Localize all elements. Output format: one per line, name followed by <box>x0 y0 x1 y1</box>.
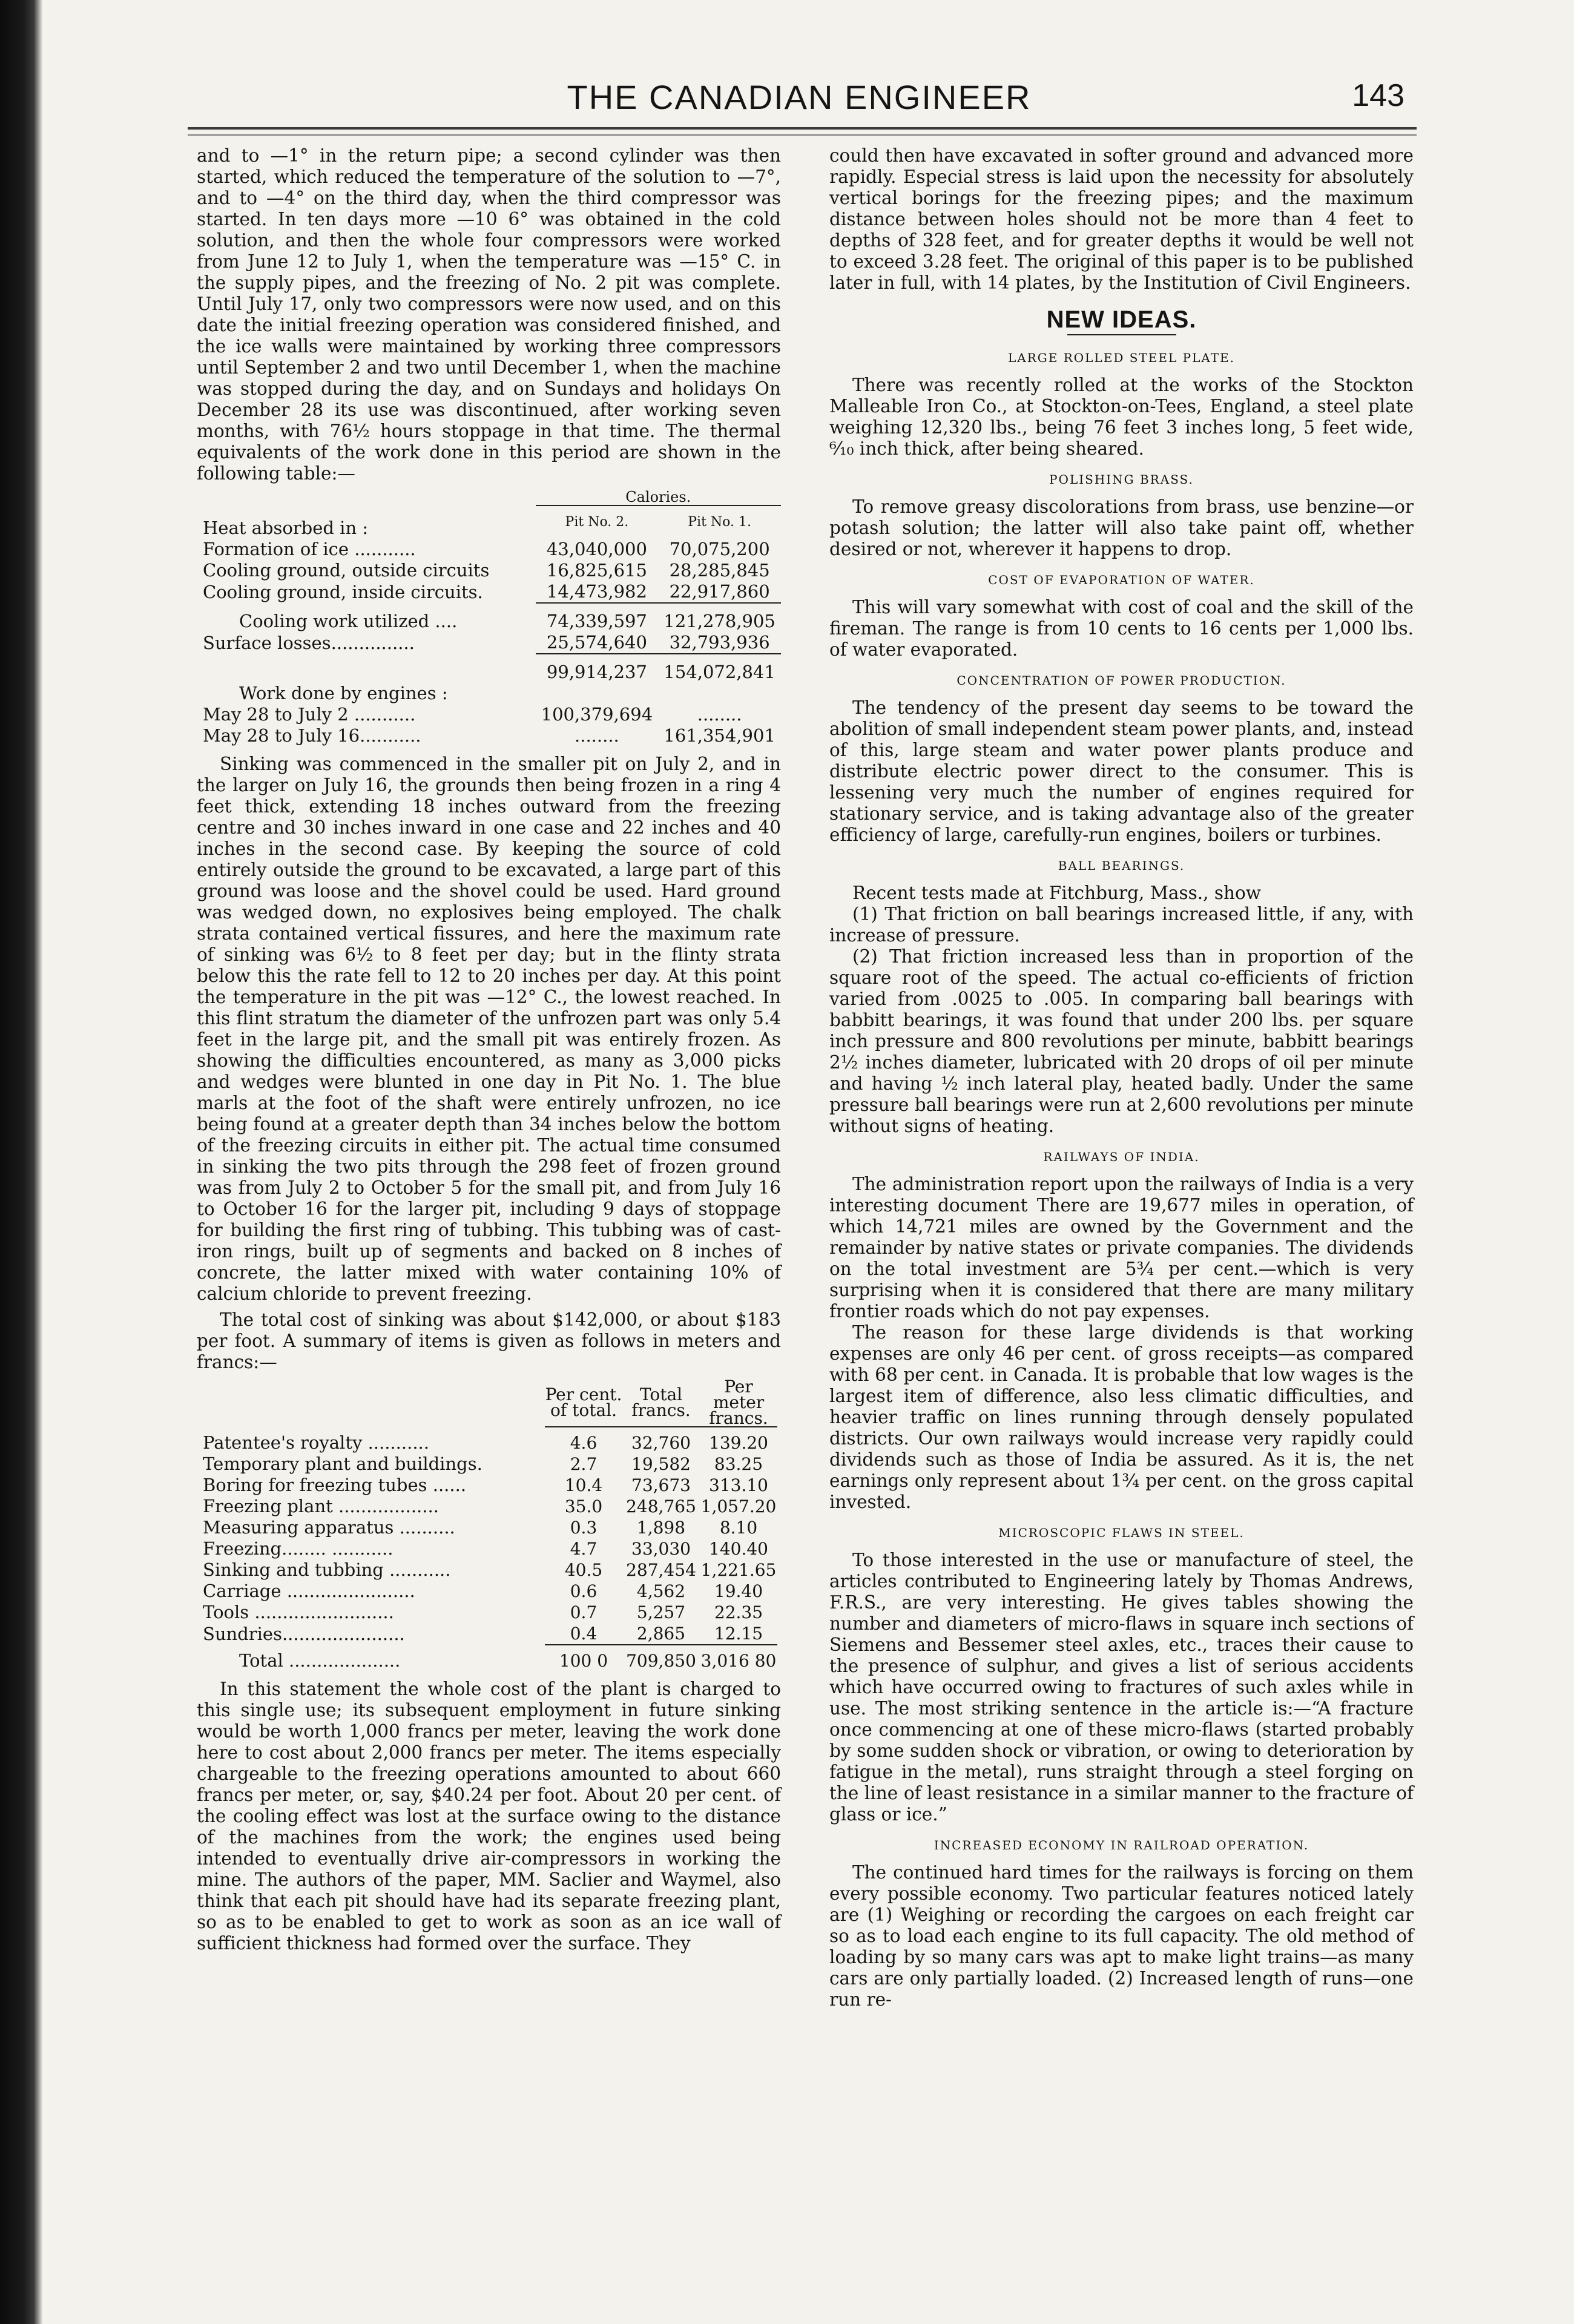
table-cell: 100,379,694 <box>541 704 653 725</box>
table-cell: 0.3 <box>570 1518 598 1538</box>
paragraph: (2) That friction increased less than in proportion of the square root of the speed. The actual co-efficients of friction varied from .0025 to .005. In comparing ball bearings with babbitt bearings, it was found that under 200 lbs. per square inch pressure and 800 revolutions per minute, babbitt bearings 2½ inches diameter, lubricated with 20 drops of oil per minute and having ½ inch lateral play, heated badly. Under the same pressure ball bearings were run at 2,600 revolutions per minute without signs of heating. <box>829 946 1414 1136</box>
table-cell: 4.7 <box>570 1539 598 1559</box>
paragraph: The continued hard times for the railways is forcing on them every possible economy. Two particular features noticed lately are (1) Weighing or recording the cargoes on each freight car so as to load each engine to its full capacity. The old method of loading by so many cars was apt to make light trains—as many cars are only partially loaded. (2) Increased length of runs—one run re- <box>829 1862 1414 2010</box>
paragraph: This will vary somewhat with cost of coal and the skill of the fireman. The range is from 10 cents to 16 cents per 1,000 lbs. of water evaporated. <box>829 597 1414 660</box>
table-cell: May 28 to July 2 ........... <box>203 704 416 725</box>
table-cell: ........ <box>697 704 742 725</box>
table-cell: Cooling ground, outside circuits <box>203 560 490 581</box>
subheading: RAILWAYS OF INDIA. <box>1043 1150 1200 1164</box>
page-number: 143 <box>1352 78 1404 113</box>
table-cell: Carriage ....................... <box>203 1581 415 1601</box>
paragraph: To remove greasy discolorations from brass, use benzine—or potash solution; the latter will also take paint off, whether desired or not, wherever it happens to drop. <box>829 496 1414 559</box>
paragraph: In this statement the whole cost of the plant is charged to this single use; its subsequent employment in future sinking would be worth 1,000 francs per meter, leaving the work done here to cost about 2,000 francs per meter. The items especially chargeable to the freezing operations amounted to about 660 francs per meter, or, say, $40.24 per foot. About 20 per cent. of the cooling effect was lost at the surface owing to the distance of the machines from the work; the engines used being intended to eventually drive air-compressors in working the mine. The authors of the paper, MM. Saclier and Waymel, also think that each pit should have had its separate freezing plant, so as to be enabled to get to work as soon as an ice wall of sufficient thickness had formed over the surface. They <box>197 1679 781 1954</box>
subheading: COST OF EVAPORATION OF WATER. <box>988 573 1255 587</box>
paragraph: The reason for these large dividends is that working expenses are only 46 per cent. of gross receipts—as compared with 68 per cent. in Canada. It is probable that low wages is the largest item of difference, also less climatic difficulties, and heavier traffic on lines running through densely populated districts. Our own railways would increase very rapidly could dividends such as those of India be assured. As it is, the net earnings only represent about 1¾ per cent. on the gross capital invested. <box>829 1322 1414 1512</box>
paragraph: could then have excavated in softer ground and advanced more rapidly. Especial stress is laid upon the necessity for absolutely vertical borings for the freezing pipes; and the maximum distance between holes should not be more than 4 feet to depths of 328 feet, and for greater depths it would be well not to exceed 3.28 feet. The original of this paper is to be published later in full, with 14 plates, by the Institution of Civil Engineers. <box>829 145 1414 293</box>
paragraph: The administration report upon the railways of India is a very interesting document There are 19,677 miles in operation, of which 14,721 miles are owned by the Government and the remainder by native states or private companies. The dividends on the total investment are 5¾ per cent.—which is very surprising when it is considered that there are many military frontier roads which do not pay expenses. <box>829 1174 1414 1322</box>
table-cell: 139.20 <box>700 1427 777 1453</box>
column-header: Per meter francs. <box>709 1377 768 1428</box>
table-cell: 22.35 <box>714 1602 763 1622</box>
cost-table <box>203 1379 777 1671</box>
table-cell: Temporary plant and buildings. <box>203 1453 482 1474</box>
table-cell: ........ <box>575 725 619 746</box>
table-cell: 19.40 <box>714 1581 763 1601</box>
table-cell: 73,673 <box>631 1475 691 1495</box>
subheading: LARGE ROLLED STEEL PLATE. <box>1008 351 1235 365</box>
table-cell: Surface losses............... <box>203 632 415 653</box>
table-cell: 1,898 <box>636 1518 686 1538</box>
section-heading: NEW IDEAS. <box>1046 306 1197 333</box>
table-cell: 1,057.20 <box>700 1496 777 1516</box>
table-cell: 161,354,901 <box>664 725 775 746</box>
table-cell: 2.7 <box>570 1454 598 1474</box>
table-cell: 287,454 <box>626 1560 696 1580</box>
table-cell: 12.15 <box>714 1624 763 1644</box>
table-cell: May 28 to July 16........... <box>203 725 421 746</box>
table-cell: Cooling ground, inside circuits. <box>203 581 483 602</box>
table-cell: 4,562 <box>636 1581 686 1601</box>
heading-rule <box>1067 334 1176 335</box>
table-cell: 5,257 <box>636 1602 686 1622</box>
table-cell: 313.10 <box>709 1475 768 1495</box>
page-header <box>194 77 1404 126</box>
table-cell: Measuring apparatus .......... <box>203 1517 455 1538</box>
table-cell: Boring for freezing tubes ...... <box>203 1475 467 1495</box>
table-cell: Patentee's royalty ........... <box>203 1432 429 1453</box>
paragraph: The tendency of the present day seems to be toward the abolition of small independent steam power plants, and, instead of this, large steam and water power plants produce and distribute electric power direct to the consumer. This is lessening very much the number of engines required for stationary service, and is taking advantage also of the greater efficiency of large, carefully-run engines, boilers or turbines. <box>829 697 1414 845</box>
table-cell: 70,075,200 <box>669 539 770 559</box>
table-caption: Calories. <box>625 489 691 505</box>
table-cell: Cooling work utilized .... <box>239 610 458 631</box>
subheading: MICROSCOPIC FLAWS IN STEEL. <box>998 1526 1245 1540</box>
table-cell: 154,072,841 <box>658 654 781 683</box>
column-header: Per cent. of total. <box>545 1384 622 1420</box>
subheading: CONCENTRATION OF POWER PRODUCTION. <box>957 673 1286 688</box>
paragraph: Recent tests made at Fitchburg, Mass., show <box>852 883 1262 903</box>
paragraph: There was recently rolled at the works of the Stockton Malleable Iron Co., at Stockton-on-Tees, England, a steel plate weighing 12,320 lbs., being 76 feet 3 inches long, 5 feet wide, ⁶⁄₁₀ inch thick, after being sheared. <box>829 375 1414 459</box>
column-header: Pit No. 1. <box>658 505 781 539</box>
table-cell: 43,040,000 <box>546 539 647 559</box>
table-cell: 28,285,845 <box>669 560 770 581</box>
left-column <box>197 145 781 1954</box>
table-cell: 19,582 <box>631 1454 691 1474</box>
table-cell: 100 0 <box>545 1645 622 1671</box>
table-cell: 25,574,640 <box>546 632 647 653</box>
calories-table <box>203 489 781 746</box>
table-cell: 1,221.65 <box>700 1560 777 1580</box>
table-cell: 3,016 80 <box>700 1645 777 1671</box>
subheading: POLISHING BRASS. <box>1049 472 1194 487</box>
table-cell: Sundries...................... <box>203 1623 405 1644</box>
subheading: INCREASED ECONOMY IN RAILROAD OPERATION. <box>934 1838 1309 1852</box>
subheading: BALL BEARINGS. <box>1058 858 1185 873</box>
right-column <box>829 145 1414 2010</box>
header-rule-thin <box>188 134 1417 136</box>
table-cell: 32,760 <box>622 1427 700 1453</box>
table-cell: 0.7 <box>570 1602 598 1622</box>
table-cell: Freezing plant .................. <box>203 1496 439 1516</box>
table-cell: 33,030 <box>631 1539 691 1559</box>
table-cell: Total .................... <box>239 1650 401 1671</box>
table-cell: 83.25 <box>714 1454 763 1474</box>
table-cell: 35.0 <box>564 1496 603 1516</box>
table-cell: 10.4 <box>564 1475 603 1495</box>
table-cell: Sinking and tubbing ........... <box>203 1559 451 1580</box>
table-cell: 22,917,860 <box>669 581 770 602</box>
table-cell: 8.10 <box>719 1518 758 1538</box>
table-cell: 74,339,597 <box>536 603 659 632</box>
table-cell: 14,473,982 <box>546 581 647 602</box>
table-cell: 0.6 <box>570 1581 598 1601</box>
paragraph: The total cost of sinking was about $142,000, or about $183 per foot. A summary of items is given as follows in meters and francs:— <box>197 1309 781 1372</box>
table-cell: Work done by engines : <box>239 683 448 703</box>
table-cell: 140.40 <box>709 1539 768 1559</box>
table-cell: 121,278,905 <box>658 603 781 632</box>
table-cell: 99,914,237 <box>536 654 659 683</box>
table-cell: 0.4 <box>570 1624 598 1644</box>
table-cell: 2,865 <box>636 1624 686 1644</box>
header-rule <box>188 127 1417 130</box>
table-cell: Freezing........ ........... <box>203 1538 394 1559</box>
table-cell: 248,765 <box>626 1496 696 1516</box>
table-cell: 4.6 <box>545 1427 622 1453</box>
table-cell: 32,793,936 <box>669 632 770 653</box>
journal-title: THE CANADIAN ENGINEER <box>567 78 1032 116</box>
table-cell: Tools ......................... <box>203 1602 394 1622</box>
column-header: Pit No. 2. <box>536 505 659 539</box>
table-cell: 709,850 <box>622 1645 700 1671</box>
table-cell: Formation of ice ........... <box>203 539 416 559</box>
paragraph: To those interested in the use or manufacture of steel, the articles contributed to Engineering lately by Thomas Andrews, F.R.S., are very interesting. He gives tables showing the number and diameters of micro-flaws in square inch sections of Siemens and Bessemer steel axles, etc., traces their cause to the presence of sulphur, and gives a list of serious accidents which have occurred owing to fractures of such axles while in use. The most striking sentence in the article is:—“A fracture once commencing at one of these micro-flaws (started probably by some sudden shock or vibration, or owing to deterioration by fatigue in the metal), runs straight through a steel forging on the line of least resistance in a similar manner to the fracture of glass or ice.” <box>829 1550 1414 1825</box>
paragraph: (1) That friction on ball bearings increased little, if any, with increase of pressure. <box>829 904 1414 946</box>
binding-edge <box>0 0 42 2324</box>
paragraph: and to —1° in the return pipe; a second cylinder was then started, which reduced the temperature of the solution to —7°, and to —4° on the third day, when the third compressor was started. In ten days more —10 6° was obtained in the cold solution, and then the whole four compressors were worked from June 12 to July 1, when the temperature was —15° C. in the supply pipes, and the freezing of No. 2 pit was complete. Until July 17, only two compressors were now used, and on this date the initial freezing operation was considered finished, and the ice walls were maintained by working three compressors until September 2 and two until December 1, when the machine was stopped during the day, and on Sundays and holidays On December 28 its use was discontinued, after working seven months, with 76½ hours stoppage in that time. The thermal equivalents of the work done in this period are shown in the following table:— <box>197 145 781 484</box>
table-cell: 40.5 <box>564 1560 603 1580</box>
paragraph: Sinking was commenced in the smaller pit on July 2, and in the larger on July 16, the grounds then being frozen in a ring 4 feet thick, extending 18 inches outward from the freezing centre and 30 inches inward in one case and 22 inches and 40 inches in the second case. By keeping the source of cold entirely outside the ground to be excavated, a large part of this ground was loose and the shovel could be used. Hard ground was wedged down, no explosives being employed. The chalk strata contained vertical fissures, and here the maximum rate of sinking was 6½ to 8 feet per day; but in the flinty strata below this the rate fell to 12 to 20 inches per day. At this point the temperature in the pit was —12° C., the lowest reached. In this flint stratum the diameter of the unfrozen part was only 5.4 feet in the large pit, and the small pit was entirely frozen. As showing the difficulties encountered, as many as 3,000 picks and wedges were blunted in one day in Pit No. 1. The blue marls at the foot of the shaft were entirely unfrozen, no ice being found at a greater depth than 34 inches below the bottom of the freezing circuits in either pit. The actual time consumed in sinking the two pits through the 298 feet of frozen ground was from July 2 to October 5 for the small pit, and from July 16 to October 16 for the larger pit, including 9 days of stoppage for building the first ring of tubbing. This tubbing was of cast-iron rings, built up of segments and backed on 8 inches of concrete, the latter mixed with water containing 10% of calcium chloride to prevent freezing. <box>197 754 781 1304</box>
table-cell: 16,825,615 <box>546 560 647 581</box>
table-cell: Heat absorbed in : <box>203 518 369 538</box>
column-header: Total francs. <box>631 1384 691 1420</box>
